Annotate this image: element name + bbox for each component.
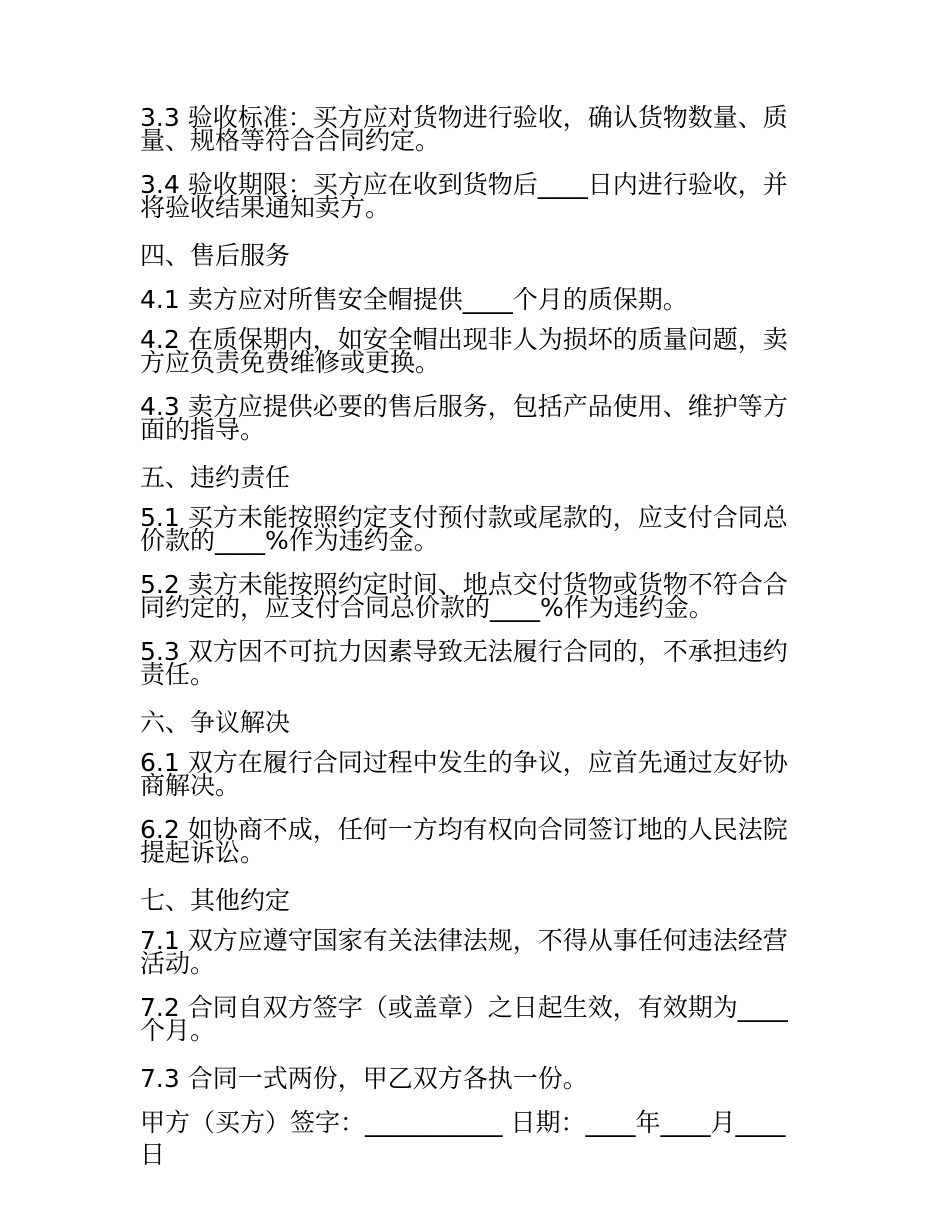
section-heading-after-sales: 四、售后服务 xyxy=(140,241,291,270)
signature-line-party-a: 甲方（买方）签字：___________ 日期：____年____月____日 xyxy=(140,1108,786,1169)
clause-6-1: 6.1 双方在履行合同过程中发生的争议，应首先通过友好协商解决。 xyxy=(140,748,788,800)
clause-5-2: 5.2 卖方未能按照约定时间、地点交付货物或货物不符合合同约定的，应支付合同总价款的____%作为违约金。 xyxy=(140,570,788,622)
clause-4-1: 4.1 卖方应对所售安全帽提供____个月的质保期。 xyxy=(140,285,688,314)
clause-7-3: 7.3 合同一式两份，甲乙双方各执一份。 xyxy=(140,1064,588,1093)
section-heading-dispute: 六、争议解决 xyxy=(140,708,291,737)
clause-3-4: 3.4 验收期限：买方应在收到货物后____日内进行验收，并将验收结果通知卖方。 xyxy=(140,170,788,222)
section-heading-other: 七、其他约定 xyxy=(140,886,291,915)
section-heading-liability: 五、违约责任 xyxy=(140,463,291,492)
document-body xyxy=(140,103,808,1183)
clause-5-1: 5.1 买方未能按照约定支付预付款或尾款的，应支付合同总价款的____%作为违约金。 xyxy=(140,503,788,555)
clause-7-1: 7.1 双方应遵守国家有关法律法规，不得从事任何违法经营活动。 xyxy=(140,926,788,978)
clause-4-3: 4.3 卖方应提供必要的售后服务，包括产品使用、维护等方面的指导。 xyxy=(140,392,788,444)
clause-6-2: 6.2 如协商不成，任何一方均有权向合同签订地的人民法院提起诉讼。 xyxy=(140,815,788,867)
clause-4-2: 4.2 在质保期内，如安全帽出现非人为损坏的质量问题，卖方应负责免费维修或更换。 xyxy=(140,325,788,377)
clause-5-3: 5.3 双方因不可抗力因素导致无法履行合同的，不承担违约责任。 xyxy=(140,637,788,689)
clause-3-3: 3.3 验收标准：买方应对货物进行验收，确认货物数量、质量、规格等符合合同约定。 xyxy=(140,103,788,155)
clause-7-2: 7.2 合同自双方签字（或盖章）之日起生效，有效期为____个月。 xyxy=(140,993,788,1045)
